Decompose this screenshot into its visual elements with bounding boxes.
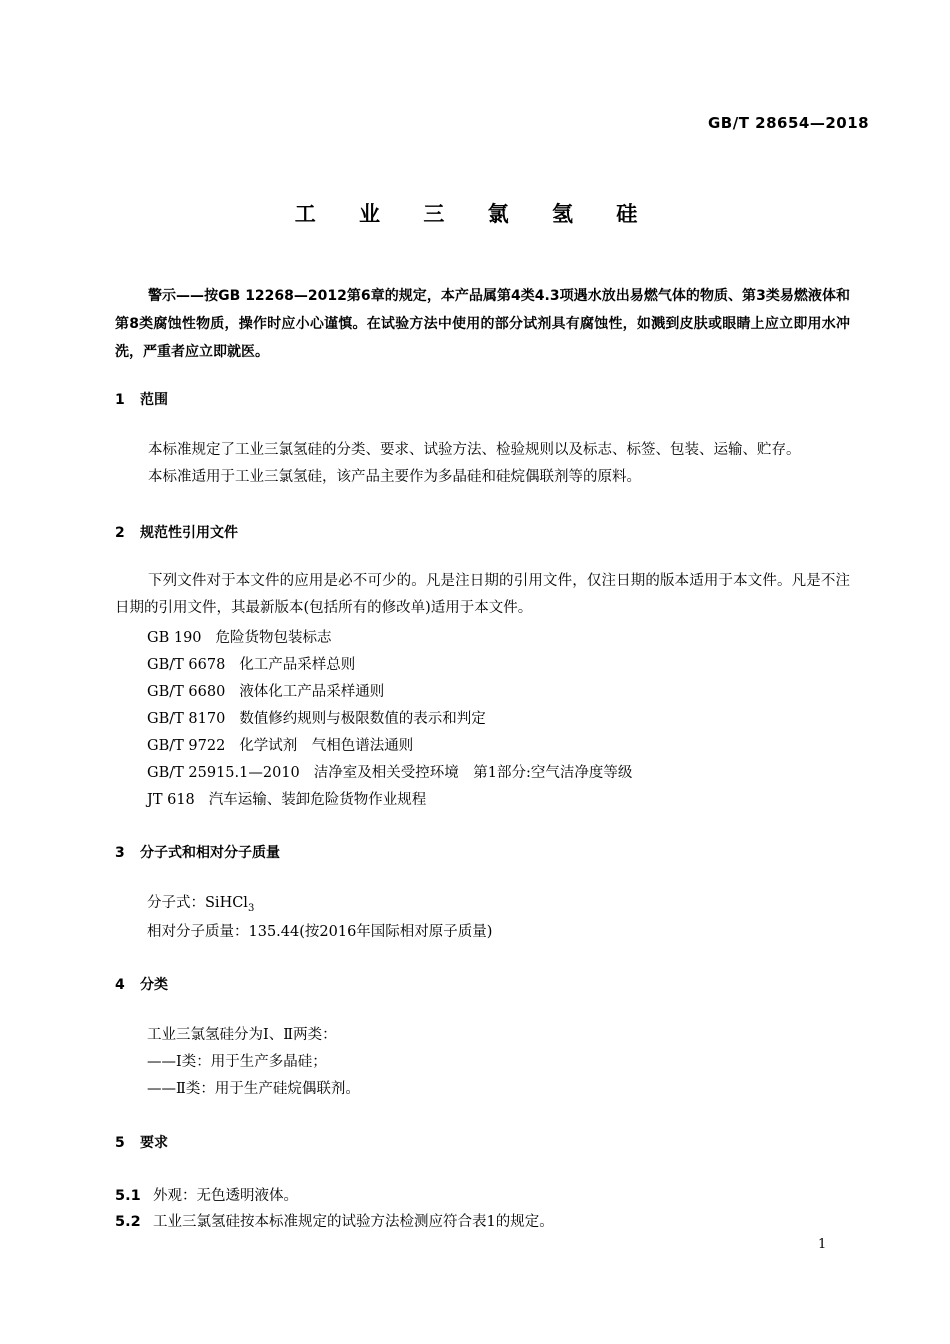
section-title: 分类: [140, 977, 168, 993]
section-3-heading: [115, 842, 280, 862]
reference-item: [147, 734, 413, 755]
document-title: 工 业 三 氯 氢 硅: [294, 201, 656, 226]
reference-code: GB/T 8170: [147, 711, 226, 727]
clause-5-1: [115, 1184, 298, 1205]
reference-item: [147, 626, 332, 647]
reference-code: GB/T 25915.1—2010: [147, 765, 300, 781]
reference-code: GB/T 6680: [147, 684, 226, 700]
reference-item: [147, 761, 632, 782]
standard-number: GB/T 28654—2018: [708, 114, 870, 132]
reference-code: GB/T 9722: [147, 738, 226, 754]
reference-code: GB 190: [147, 630, 202, 646]
section-number: 4: [115, 977, 125, 993]
section-2-heading: [115, 522, 238, 542]
reference-item: [147, 680, 384, 701]
section-number: 1: [115, 392, 125, 408]
section-number: 3: [115, 845, 125, 861]
references-intro: 下列文件对于本文件的应用是必不可少的。凡是注日期的引用文件，仅注日期的版本适用于本文件。凡是不注日期的引用文件，其最新版本(包括所有的修改单)适用于本文件。: [115, 573, 850, 616]
section-4-heading: [115, 974, 168, 994]
reference-code: JT 618: [147, 792, 195, 808]
clause-text: 工业三氯氢硅按本标准规定的试验方法检测应符合表1的规定。: [153, 1214, 554, 1230]
reference-title: 数值修约规则与极限数值的表示和判定: [239, 711, 486, 727]
scope-paragraph-2: 本标准适用于工业三氯氢硅，该产品主要作为多晶硅和硅烷偶联剂等的原料。: [148, 469, 641, 485]
warning-paragraph: 警示——按GB 12268—2012第6章的规定，本产品属第4类4.3项遇水放出易燃气体的物质、第3类易燃液体和第8类腐蚀性物质，操作时应小心谨慎。在试验方法中使用的部分试剂具有腐蚀性，如溅到皮肤或眼睛上应立即用水冲洗，严重者应立即就医。: [115, 288, 850, 360]
clause-number: 5.1: [115, 1188, 141, 1204]
reference-title: 化学试剂 气相色谱法通则: [239, 738, 414, 754]
section-5-heading: [115, 1132, 168, 1152]
molecular-mass: 相对分子质量：135.44(按2016年国际相对原子质量): [147, 924, 493, 940]
scope-paragraph-1: 本标准规定了工业三氯氢硅的分类、要求、试验方法、检验规则以及标志、标签、包装、运输、贮存。: [148, 442, 801, 458]
reference-item: [147, 653, 355, 674]
reference-item: [147, 707, 486, 728]
section-number: 2: [115, 525, 125, 541]
reference-title: 汽车运输、装卸危险货物作业规程: [208, 792, 427, 808]
clause-5-2: [115, 1210, 554, 1231]
formula-subscript: 3: [247, 902, 255, 914]
reference-item: [147, 788, 426, 809]
clause-number: 5.2: [115, 1214, 141, 1230]
formula-main: SiHCl: [205, 895, 248, 911]
section-title: 范围: [140, 392, 168, 408]
section-number: 5: [115, 1135, 125, 1151]
section-title: 分子式和相对分子质量: [140, 845, 280, 861]
section-title: 要求: [140, 1135, 168, 1151]
classification-line: 工业三氯氢硅分为Ⅰ、Ⅱ两类：: [147, 1027, 337, 1043]
formula-label: 分子式：: [147, 895, 205, 911]
molecular-formula: [147, 891, 254, 914]
reference-code: GB/T 6678: [147, 657, 226, 673]
classification-line: ——Ⅰ类：用于生产多晶硅；: [147, 1054, 327, 1070]
reference-title: 液体化工产品采样通则: [239, 684, 385, 700]
clause-text: 外观：无色透明液体。: [153, 1188, 298, 1204]
reference-title: 化工产品采样总则: [239, 657, 356, 673]
reference-title: 危险货物包装标志: [215, 630, 332, 646]
page-number: 1: [818, 1237, 827, 1252]
classification-line: ——Ⅱ类：用于生产硅烷偶联剂。: [147, 1081, 360, 1097]
section-title: 规范性引用文件: [140, 525, 238, 541]
reference-title: 洁净室及相关受控环境 第1部分:空气洁净度等级: [313, 765, 633, 781]
section-1-heading: [115, 389, 168, 409]
